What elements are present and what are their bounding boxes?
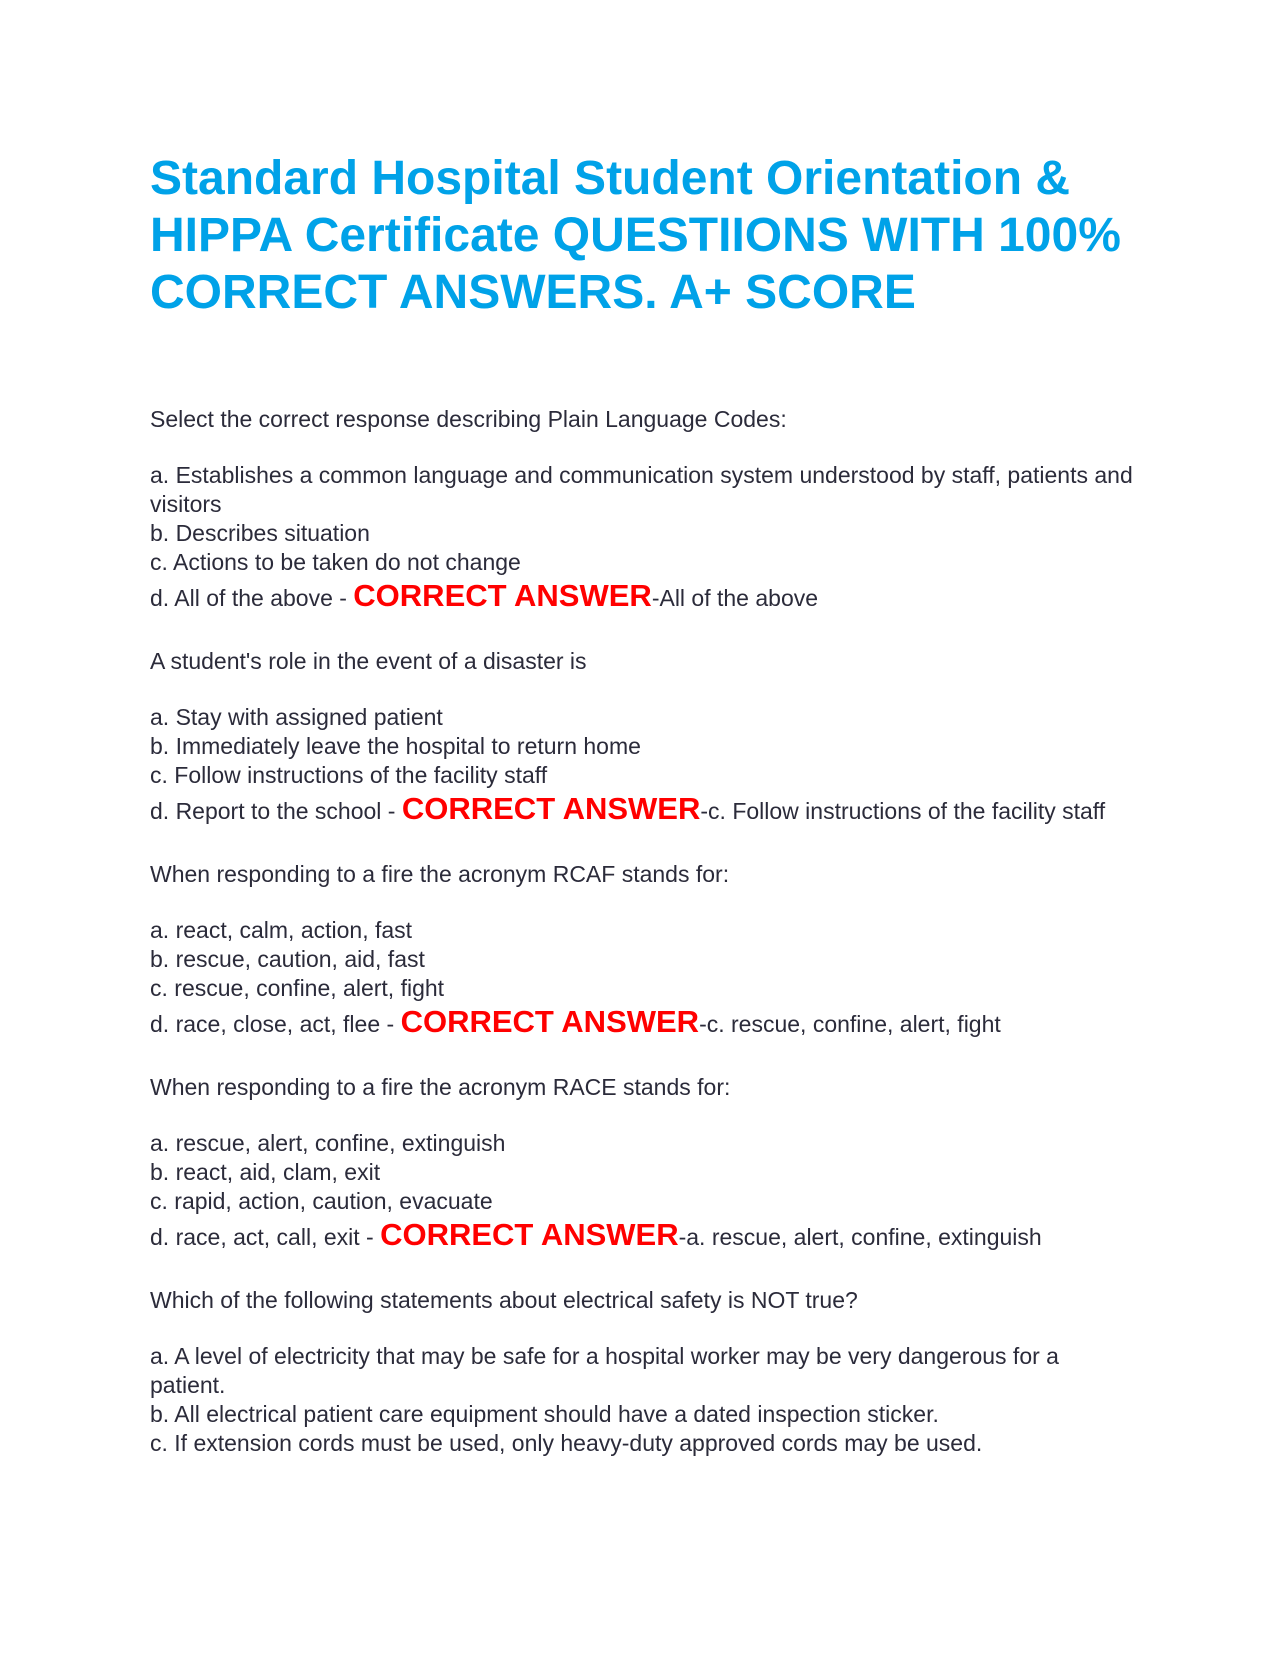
answer-option: a. Stay with assigned patient — [150, 704, 443, 730]
document-page — [150, 150, 1140, 1488]
answer-option-text: d. Report to the school - — [150, 798, 402, 824]
answer-option: c. Actions to be taken do not change — [150, 549, 521, 575]
correct-answer-text: -c. Follow instructions of the facility staff — [700, 798, 1106, 824]
question-block — [150, 1073, 1140, 1256]
question-text: Which of the following statements about electrical safety is NOT true? — [150, 1287, 858, 1313]
question-block — [150, 647, 1140, 830]
answer-option-with-key — [150, 577, 1140, 617]
correct-answer-label: CORRECT ANSWER — [401, 791, 701, 826]
answer-option: b. rescue, caution, aid, fast — [150, 946, 425, 972]
answer-option-text: d. All of the above - — [150, 585, 354, 611]
correct-answer-text: -c. rescue, confine, alert, fight — [699, 1011, 1001, 1037]
correct-answer-label: CORRECT ANSWER — [353, 578, 652, 613]
answer-option: a. react, calm, action, fast — [150, 917, 413, 943]
correct-answer-label: CORRECT ANSWER — [380, 1217, 679, 1252]
answer-option-with-key — [150, 1003, 1140, 1043]
question-text: Select the correct response describing Plain Language Codes: — [150, 406, 787, 432]
question-block — [150, 1286, 1140, 1458]
answer-option-with-key — [150, 790, 1140, 830]
question-text: When responding to a fire the acronym RCAF stands for: — [150, 861, 730, 887]
answer-option: b. Describes situation — [150, 520, 370, 546]
answer-option-text: d. race, close, act, flee - — [150, 1011, 401, 1037]
question-block — [150, 860, 1140, 1043]
correct-answer-label: CORRECT ANSWER — [400, 1004, 700, 1039]
answer-option: c. rescue, confine, alert, fight — [150, 975, 445, 1001]
answer-option: b. Immediately leave the hospital to return home — [150, 733, 641, 759]
answer-option: b. All electrical patient care equipment should have a dated inspection sticker. — [150, 1401, 939, 1427]
answer-option-with-key — [150, 1216, 1140, 1256]
correct-answer-text: -All of the above — [651, 585, 819, 611]
document-title: Standard Hospital Student Orientation & HIPPA Certificate QUESTIIONS WITH 100% CORRECT ANSWERS. A+ SCORE — [150, 152, 1121, 319]
answer-option: c. If extension cords must be used, only heavy-duty approved cords may be used. — [150, 1430, 983, 1456]
answer-option: c. Follow instructions of the facility staff — [150, 762, 548, 788]
question-block — [150, 405, 1140, 617]
answer-option: a. Establishes a common language and communication system understood by staff, patients and visitors — [150, 462, 1133, 517]
answer-option: b. react, aid, clam, exit — [150, 1159, 381, 1185]
answer-option: a. A level of electricity that may be safe for a hospital worker may be very dangerous for a patient. — [150, 1343, 1059, 1398]
question-text: A student's role in the event of a disaster is — [150, 648, 587, 674]
correct-answer-text: -a. rescue, alert, confine, extinguish — [678, 1224, 1042, 1250]
answer-option: a. rescue, alert, confine, extinguish — [150, 1130, 506, 1156]
answer-option: c. rapid, action, caution, evacuate — [150, 1188, 493, 1214]
question-text: When responding to a fire the acronym RACE stands for: — [150, 1074, 731, 1100]
question-list — [150, 405, 1140, 1458]
answer-option-text: d. race, act, call, exit - — [150, 1224, 381, 1250]
